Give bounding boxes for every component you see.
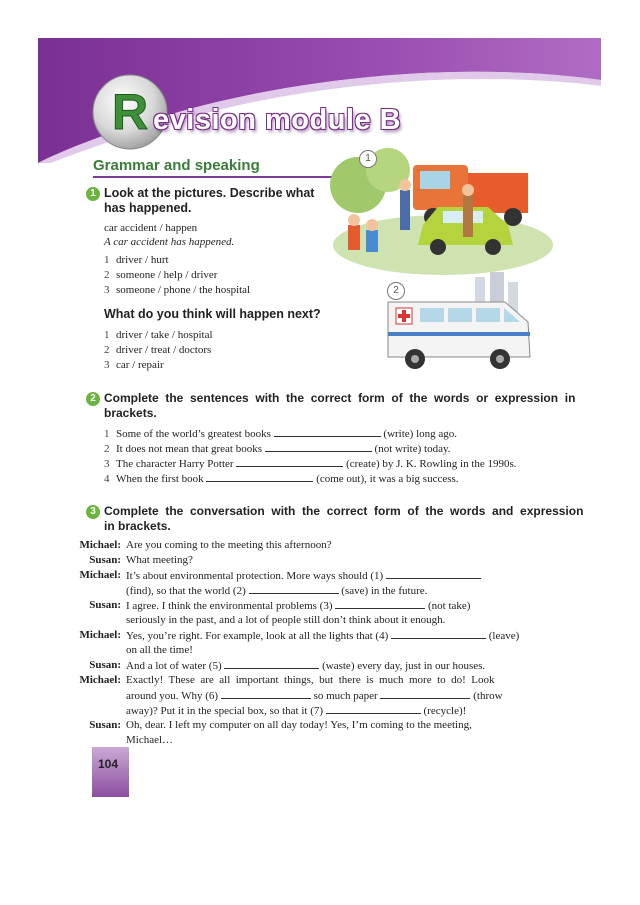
dialogue-line: seriously in the past, and a lot of people still don’t think about it enough. [126, 614, 446, 626]
speaker-name: Michael: [79, 569, 121, 581]
picture-2-label: 2 [387, 282, 405, 300]
list-item: 2 driver / treat / doctors [104, 344, 212, 356]
answer-blank [335, 598, 425, 609]
exercise-number-badge: 2 [86, 392, 100, 406]
list-item: 3 someone / phone / the hospital [104, 284, 251, 296]
list-item: 2 someone / help / driver [104, 269, 218, 281]
answer-blank [265, 441, 372, 452]
exercise-1-instruction-line2: has happened. [104, 201, 192, 215]
dialogue-line: Oh, dear. I left my computer on all day today! Yes, I’m coming to the meeting, [126, 719, 472, 731]
speaker-name: Susan: [89, 719, 121, 731]
page-number: 104 [98, 757, 119, 771]
picture-1-label: 1 [359, 150, 377, 168]
answer-blank [391, 628, 486, 639]
answer-blank [224, 658, 319, 669]
dialogue-line: I agree. I think the environmental problems (3) (not take) [126, 600, 471, 612]
dialogue-line: Michael… [126, 734, 174, 746]
example-answer: A car accident has happened. [104, 236, 235, 248]
example-prompt: car accident / happen [104, 222, 198, 234]
list-item: 3 The character Harry Potter (create) by J. K. Rowling in the 1990s. [104, 458, 517, 470]
dialogue-line: (find), so that the world (2) (save) in the future. [126, 585, 428, 597]
exercise-number-badge: 3 [86, 505, 100, 519]
page-title: evision module B [153, 104, 402, 136]
page-number-tab [92, 747, 129, 797]
answer-blank [249, 583, 339, 594]
dialogue-line: Exactly! These are all important things, but there is much more to do! Look [126, 674, 495, 686]
dialogue-line: Yes, you’re right. For example, look at all the lights that (4) (leave) [126, 630, 520, 642]
answer-blank [386, 568, 481, 579]
answer-blank [221, 688, 311, 699]
speaker-name: Michael: [79, 539, 121, 551]
section-title: Grammar and speaking [93, 157, 260, 174]
answer-blank [274, 426, 381, 437]
dialogue-line: And a lot of water (5) (waste) every day, just in our houses. [126, 660, 486, 672]
exercise-2-instruction-line1: Complete the sentences with the correct form of the words or expression in [104, 391, 576, 405]
dialogue-line: away)? Put it in the special box, so that it (7) (recycle)! [126, 705, 467, 717]
answer-blank [236, 456, 343, 467]
list-item: 3 car / repair [104, 359, 164, 371]
answer-blank [206, 471, 313, 482]
speaker-name: Susan: [89, 659, 121, 671]
speaker-name: Susan: [89, 599, 121, 611]
list-item: 1 driver / take / hospital [104, 329, 213, 341]
dialogue-line: around you. Why (6) so much paper (throw [126, 690, 503, 702]
speaker-name: Michael: [79, 629, 121, 641]
list-item: 1 driver / hurt [104, 254, 169, 266]
ambulance-illustration [380, 272, 550, 372]
speaker-name: Michael: [79, 674, 121, 686]
dialogue-line: What meeting? [126, 554, 193, 566]
section-divider [93, 176, 363, 178]
answer-blank [380, 688, 470, 699]
speaker-name: Susan: [89, 554, 121, 566]
exercise-3-instruction-line1: Complete the conversation with the correct form of the words and expression [104, 504, 584, 518]
dialogue-line: on all the time! [126, 644, 193, 656]
answer-blank [326, 703, 421, 714]
next-question: What do you think will happen next? [104, 307, 321, 321]
list-item: 2 It does not mean that great books (not write) today. [104, 443, 451, 455]
dialogue-line: Are you coming to the meeting this afternoon? [126, 539, 332, 551]
list-item: 1 Some of the world’s greatest books (write) long ago. [104, 428, 458, 440]
exercise-3-instruction-line2: in brackets. [104, 519, 171, 533]
exercise-2-instruction-line2: brackets. [104, 406, 157, 420]
exercise-1-instruction-line1: Look at the pictures. Describe what [104, 186, 315, 200]
dialogue-line: It’s about environmental protection. More ways should (1) [126, 568, 481, 584]
list-item: 4 When the first book (come out), it was a big success. [104, 473, 459, 485]
title-initial: R [111, 84, 149, 140]
exercise-number-badge: 1 [86, 187, 100, 201]
